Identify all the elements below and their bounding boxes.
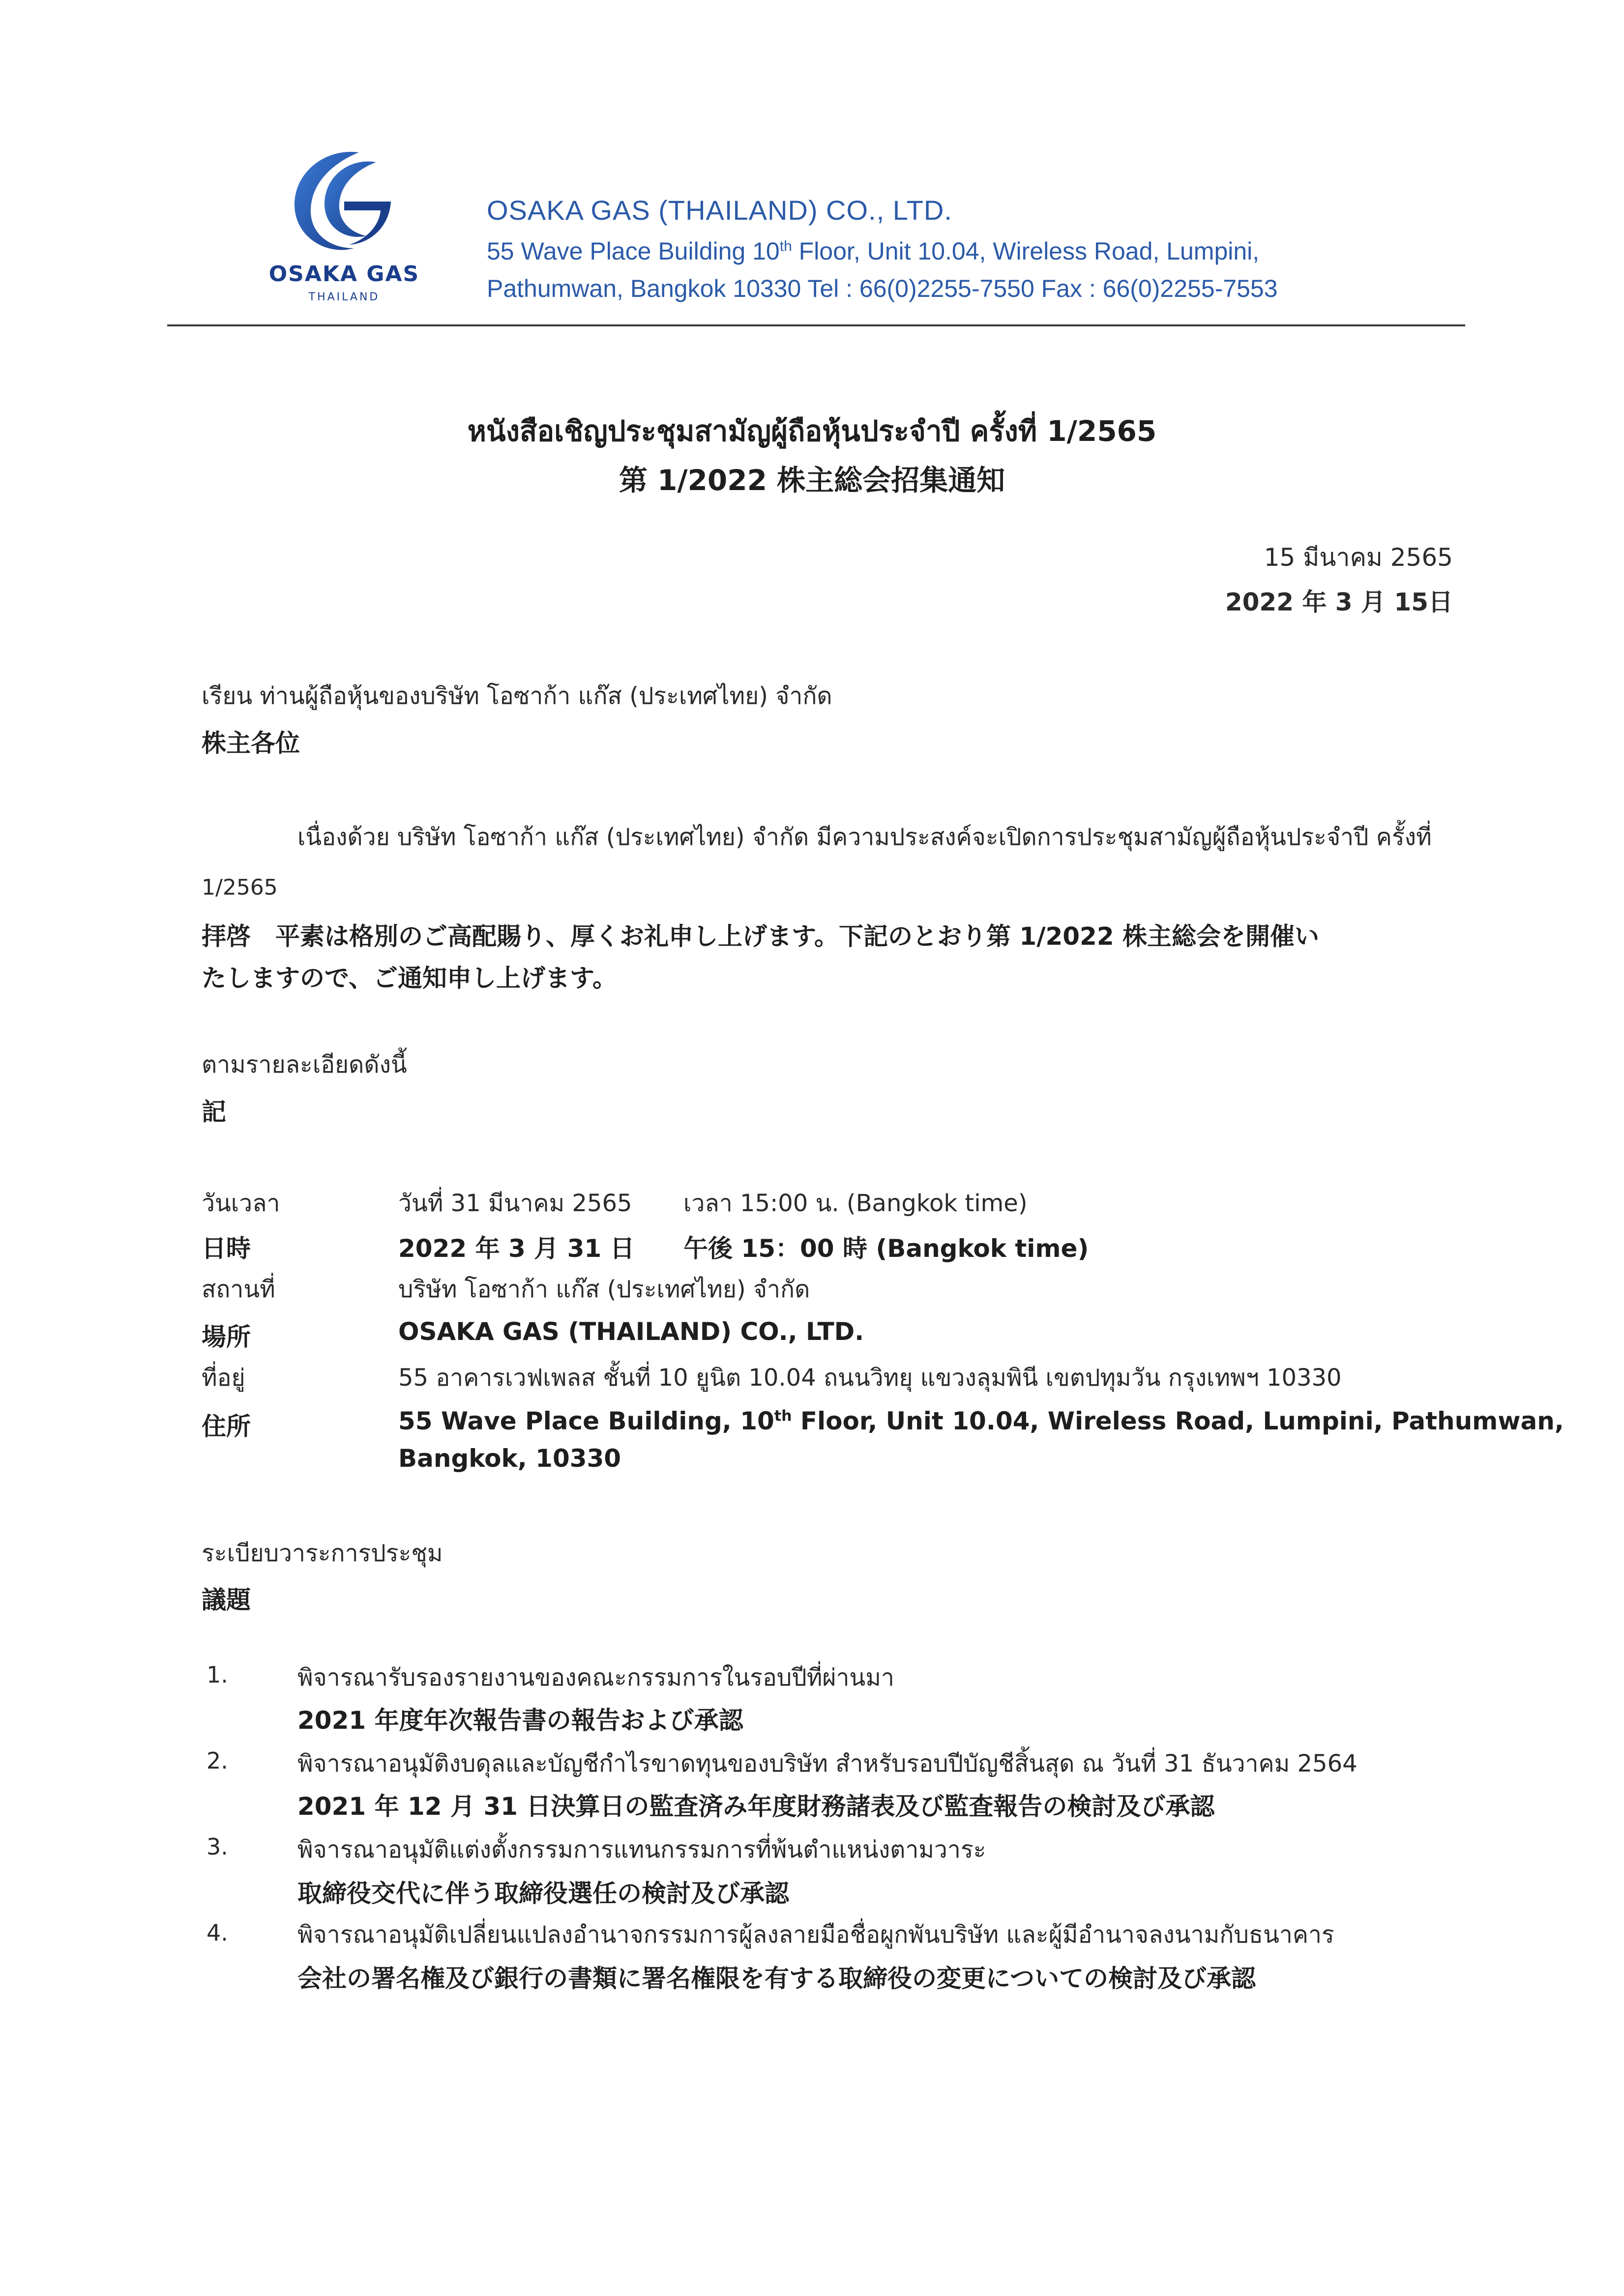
logo-wordmark: OSAKA GAS: [268, 262, 420, 287]
agenda-item-number: 1.: [207, 1661, 228, 1688]
agenda-heading-thai: ระเบียบวาระการประชุม: [202, 1540, 443, 1567]
agenda-item-japanese: 会社の署名権及び銀行の書類に署名権限を有する取締役の変更についての検討及び承認: [297, 1964, 1256, 1993]
datetime-value-thai: วันที่ 31 มีนาคม 2565: [398, 1190, 632, 1217]
document-title-japanese: 第 1/2022 株主総会招集通知: [619, 464, 1005, 497]
datetime-label-thai: วันเวลา: [202, 1190, 280, 1217]
company-name: OSAKA GAS (THAILAND) CO., LTD.: [487, 195, 952, 226]
salutation-thai: เรียน ท่านผู้ถือหุ้นของบริษัท โอซาก้า แก๊ส (ประเทศไทย) จำกัด: [202, 682, 832, 710]
agenda-item-number: 2.: [207, 1747, 228, 1774]
document-title-thai: หนังสือเชิญประชุมสามัญผู้ถือหุ้นประจำปี ครั้งที่ 1/2565: [467, 414, 1157, 448]
agenda-item-japanese: 2021 年度年次報告書の報告および承認: [297, 1706, 743, 1735]
details-heading-thai: ตามรายละเอียดดังนี้: [202, 1051, 407, 1078]
venue-value-japanese: OSAKA GAS (THAILAND) CO., LTD.: [398, 1317, 864, 1346]
datetime-label-japanese: 日時: [202, 1234, 251, 1263]
agenda-item-number: 4.: [207, 1919, 228, 1946]
venue-value-thai: บริษัท โอซาก้า แก๊ส (ประเทศไทย) จำกัด: [398, 1276, 810, 1303]
venue-label-thai: สถานที่: [202, 1276, 275, 1303]
agenda-item-thai: พิจารณารับรองรายงานของคณะกรรมการในรอบปีที่ผ่านมา: [297, 1664, 894, 1691]
osaka-gas-logo-icon: [275, 147, 403, 261]
company-address-line1: 55 Wave Place Building 10th Floor, Unit 10.04, Wireless Road, Lumpini,: [487, 237, 1260, 265]
agenda-heading-japanese: 議題: [202, 1586, 251, 1614]
logo-subtitle: THAILAND: [308, 291, 380, 303]
intro-japanese-line2: たしますので、ご通知申し上げます。: [202, 964, 617, 992]
letterhead-divider: [167, 324, 1465, 326]
agenda-item-thai: พิจารณาอนุมัติงบดุลและบัญชีกำไรขาดทุนของบริษัท สำหรับรอบปีบัญชีสิ้นสุด ณ วันที่ 31 ธันวาคม 2564: [297, 1750, 1358, 1777]
date-thai: 15 มีนาคม 2565: [1264, 543, 1453, 572]
company-logo: [256, 147, 433, 315]
address-label-japanese: 住所: [202, 1412, 251, 1441]
address-value-japanese: 55 Wave Place Building, 10th Floor, Unit 10.04, Wireless Road, Lumpini, Pathumwan,: [398, 1407, 1564, 1435]
time-value-thai: เวลา 15:00 น. (Bangkok time): [683, 1190, 1028, 1217]
agenda-item-japanese: 取締役交代に伴う取締役選任の検討及び承認: [297, 1879, 789, 1908]
salutation-japanese: 株主各位: [202, 729, 300, 757]
venue-label-japanese: 場所: [202, 1323, 251, 1351]
address-value-thai: 55 อาคารเวฟเพลส ชั้นที่ 10 ยูนิต 10.04 ถนนวิทยุ แขวงลุมพินี เขตปทุมวัน กรุงเทพฯ 10330: [398, 1364, 1342, 1392]
time-value-japanese: 午後 15：00 時 (Bangkok time): [683, 1234, 1089, 1263]
details-heading-japanese: 記: [202, 1098, 226, 1126]
date-japanese: 2022 年 3 月 15日: [1225, 588, 1453, 616]
agenda-item-number: 3.: [207, 1833, 228, 1860]
datetime-value-japanese: 2022 年 3 月 31 日: [398, 1234, 635, 1263]
agenda-item-thai: พิจารณาอนุมัติแต่งตั้งกรรมการแทนกรรมการที่พ้นตำแหน่งตามวาระ: [297, 1836, 986, 1863]
intro-thai-line1: เนื่องด้วย บริษัท โอซาก้า แก๊ส (ประเทศไทย) จำกัด มีความประสงค์จะเปิดการประชุมสามัญผู้ถือหุ้นประจำปี ครั้งที่: [297, 823, 1432, 851]
address-label-thai: ที่อยู่: [202, 1364, 245, 1392]
agenda-item-thai: พิจารณาอนุมัติเปลี่ยนแปลงอำนาจกรรมการผู้ลงลายมือชื่อผูกพันบริษัท และผู้มีอำนาจลงนามกับธนาคาร: [297, 1921, 1334, 1948]
address-value-japanese-line2: Bangkok, 10330: [398, 1444, 621, 1473]
agenda-item-japanese: 2021 年 12 月 31 日決算日の監査済み年度財務諸表及び監査報告の検討及び承認: [297, 1792, 1215, 1821]
intro-japanese-line1: 拝啓 平素は格別のご高配賜り、厚くお礼申し上げます。下記のとおり第 1/2022 株主総会を開催い: [202, 922, 1320, 951]
company-address-line2: Pathumwan, Bangkok 10330 Tel : 66(0)2255-7550 Fax : 66(0)2255-7553: [487, 275, 1278, 302]
intro-thai-line2: 1/2565: [202, 875, 278, 900]
